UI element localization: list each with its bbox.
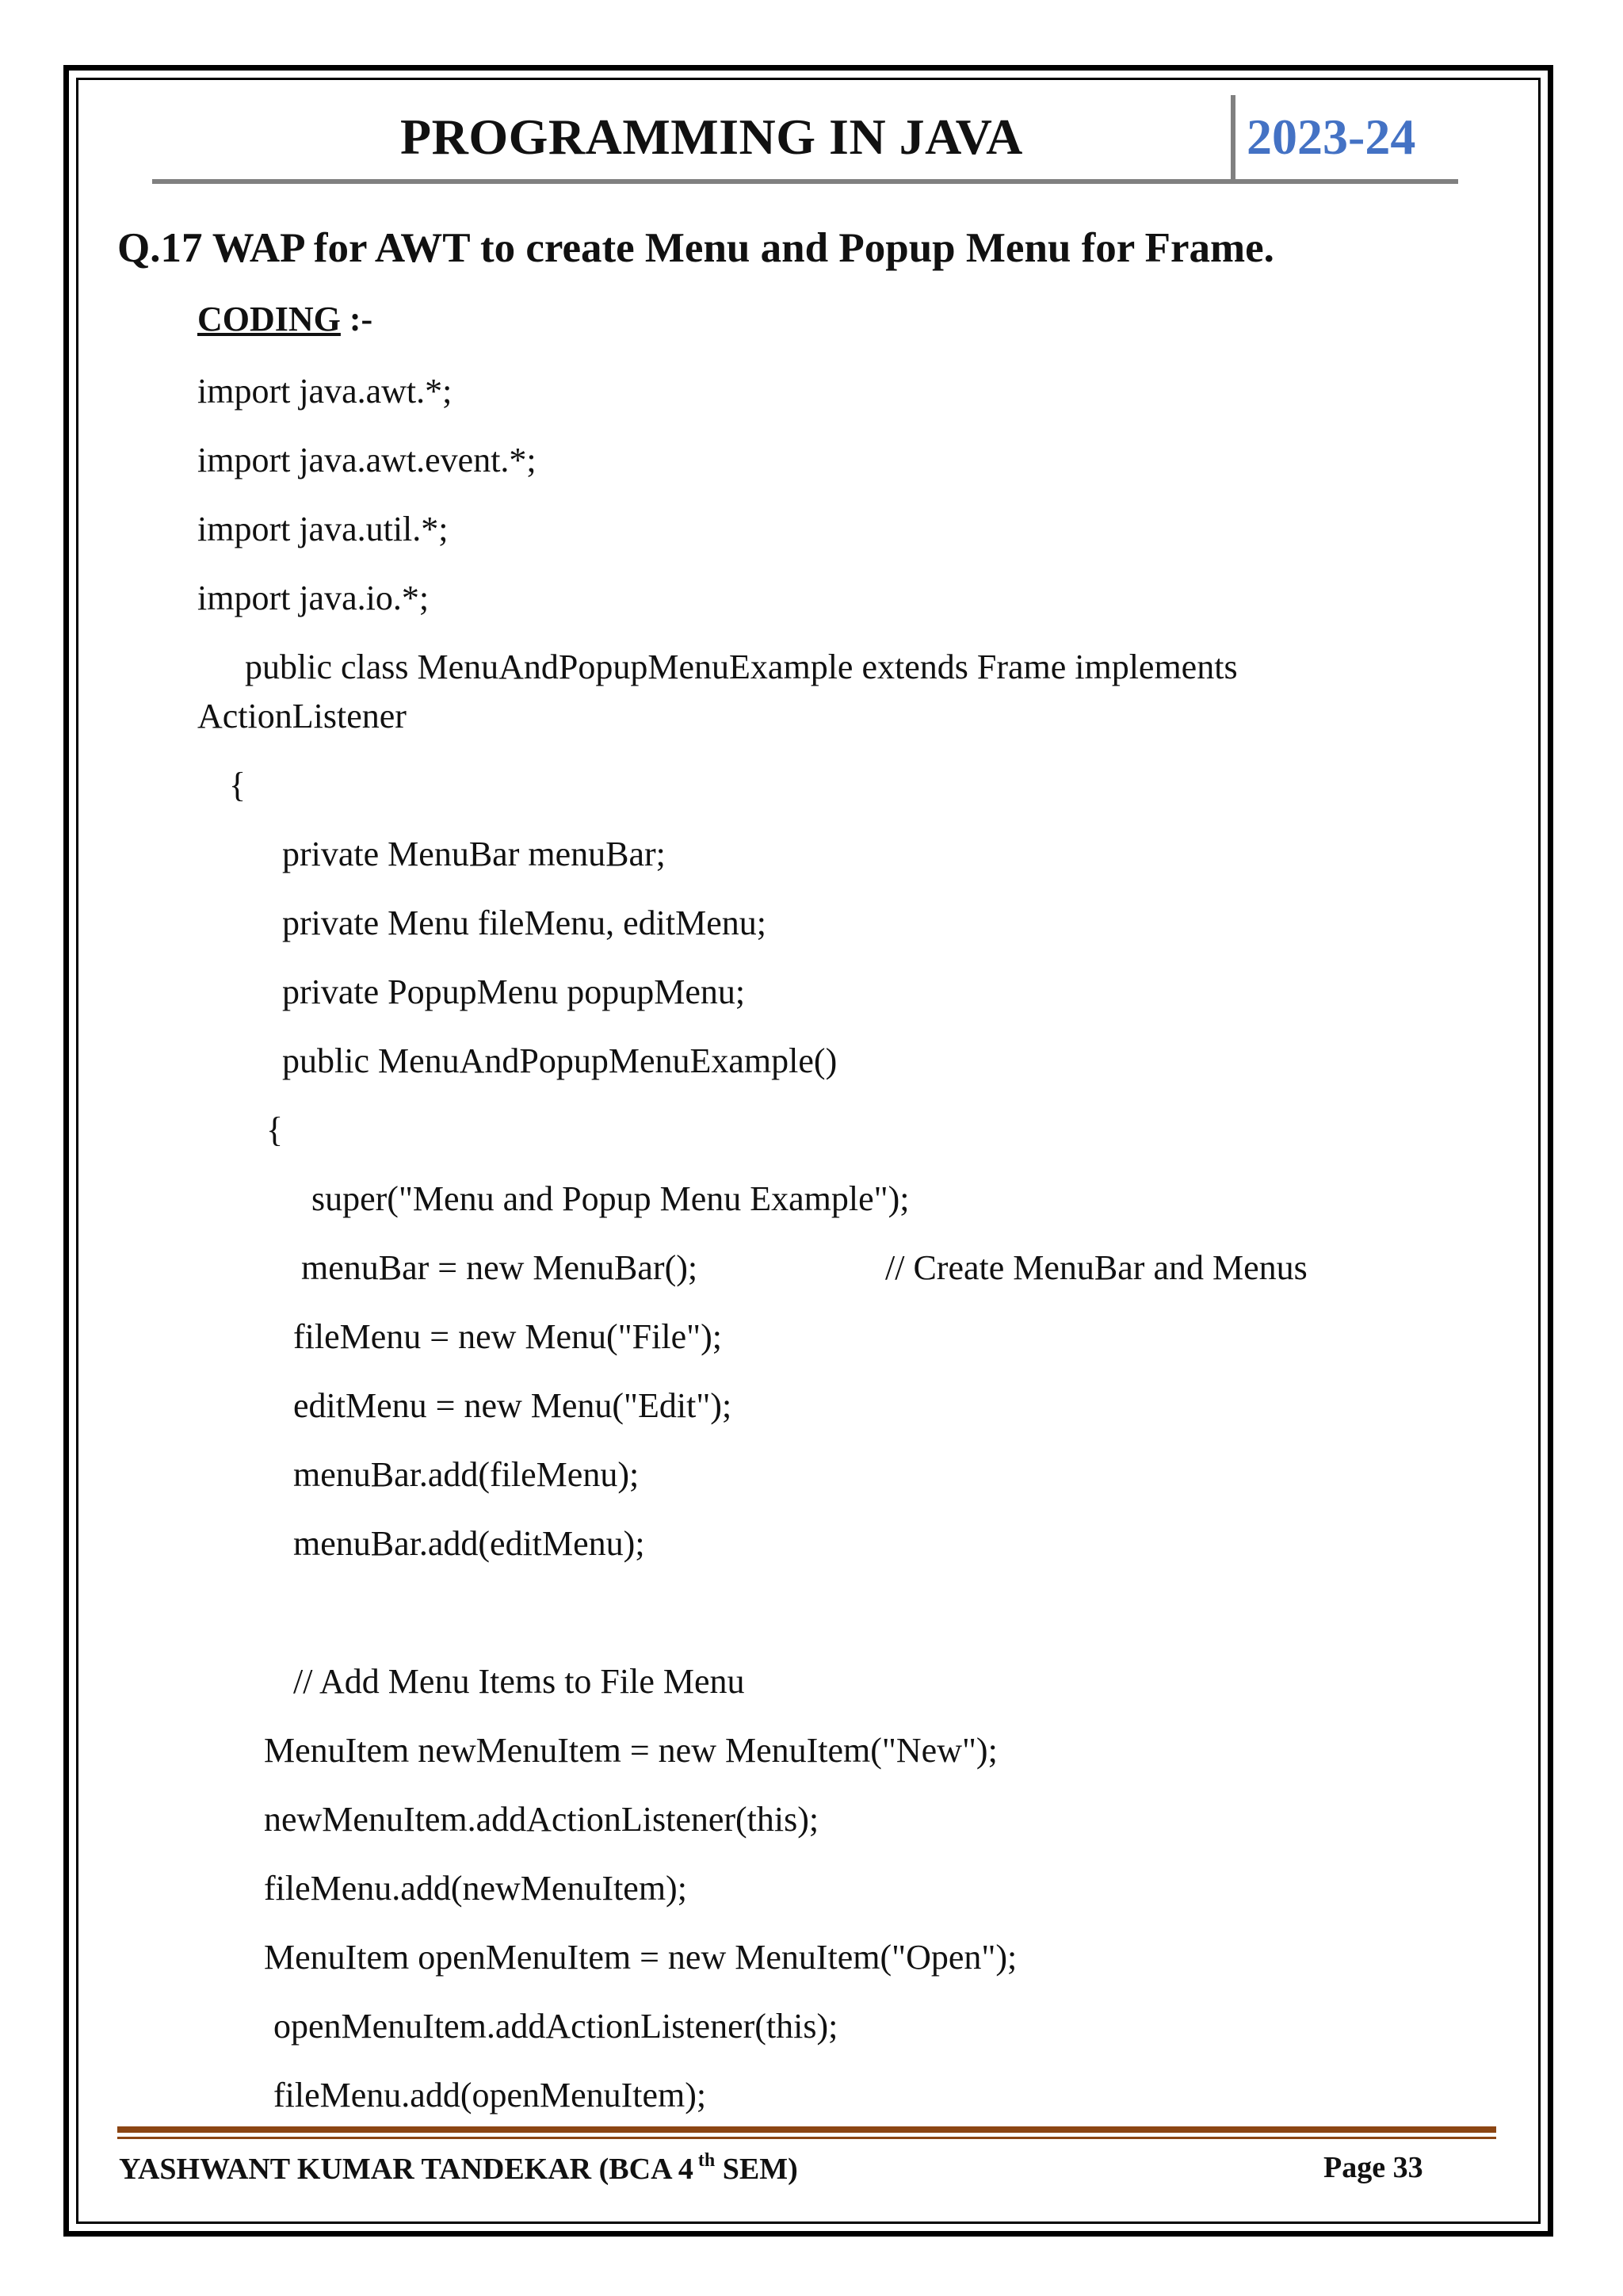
code-line: fileMenu.add(openMenuItem); — [273, 2076, 707, 2115]
code-line: menuBar.add(fileMenu); — [293, 1455, 640, 1494]
section-heading — [197, 299, 372, 339]
code-line: { — [266, 1110, 284, 1149]
section-suffix: :- — [340, 300, 373, 338]
footer-author — [119, 2150, 798, 2187]
code-line: import java.awt.*; — [197, 372, 453, 411]
code-line: private Menu fileMenu, editMenu; — [282, 904, 766, 942]
code-line: { — [229, 766, 246, 804]
footer-rule-thin — [117, 2137, 1496, 2139]
header-rule — [152, 179, 1458, 184]
code-line: editMenu = new Menu("Edit"); — [293, 1386, 732, 1425]
code-line: openMenuItem.addActionListener(this); — [273, 2007, 838, 2046]
code-line: ActionListener — [197, 697, 407, 735]
code-line: newMenuItem.addActionListener(this); — [264, 1800, 819, 1839]
code-line: fileMenu = new Menu("File"); — [293, 1317, 722, 1356]
question-heading: Q.17 WAP for AWT to create Menu and Popup Menu for Frame. — [117, 225, 1274, 271]
code-line: private PopupMenu popupMenu; — [282, 972, 746, 1011]
code-line: menuBar = new MenuBar(); — [301, 1248, 698, 1287]
section-label: CODING — [197, 300, 341, 338]
code-line: import java.awt.event.*; — [197, 441, 537, 479]
code-comment: // Create MenuBar and Menus — [885, 1248, 1308, 1287]
code-line: fileMenu.add(newMenuItem); — [264, 1869, 687, 1908]
code-line: import java.util.*; — [197, 510, 449, 548]
code-line: public class MenuAndPopupMenuExample extends Frame implements — [245, 648, 1238, 686]
header-divider — [1231, 95, 1235, 184]
code-line: import java.io.*; — [197, 579, 430, 617]
footer-author-sup: th — [693, 2150, 716, 2171]
code-line: MenuItem newMenuItem = new MenuItem("New"); — [264, 1731, 998, 1770]
footer-author-suffix: SEM) — [715, 2153, 798, 2186]
footer-rule — [117, 2126, 1496, 2133]
code-line: MenuItem openMenuItem = new MenuItem("Open"); — [264, 1938, 1018, 1977]
code-line: public MenuAndPopupMenuExample() — [282, 1041, 838, 1080]
code-line: private MenuBar menuBar; — [282, 835, 666, 873]
header-year: 2023-24 — [1247, 109, 1416, 165]
code-line: super("Menu and Popup Menu Example"); — [311, 1179, 910, 1218]
header-title: PROGRAMMING IN JAVA — [400, 109, 1023, 165]
page-number: Page 33 — [1323, 2151, 1423, 2184]
code-comment: // Add Menu Items to File Menu — [293, 1662, 745, 1701]
code-line: menuBar.add(editMenu); — [293, 1524, 645, 1563]
footer-author-prefix: YASHWANT KUMAR TANDEKAR (BCA 4 — [119, 2153, 693, 2186]
